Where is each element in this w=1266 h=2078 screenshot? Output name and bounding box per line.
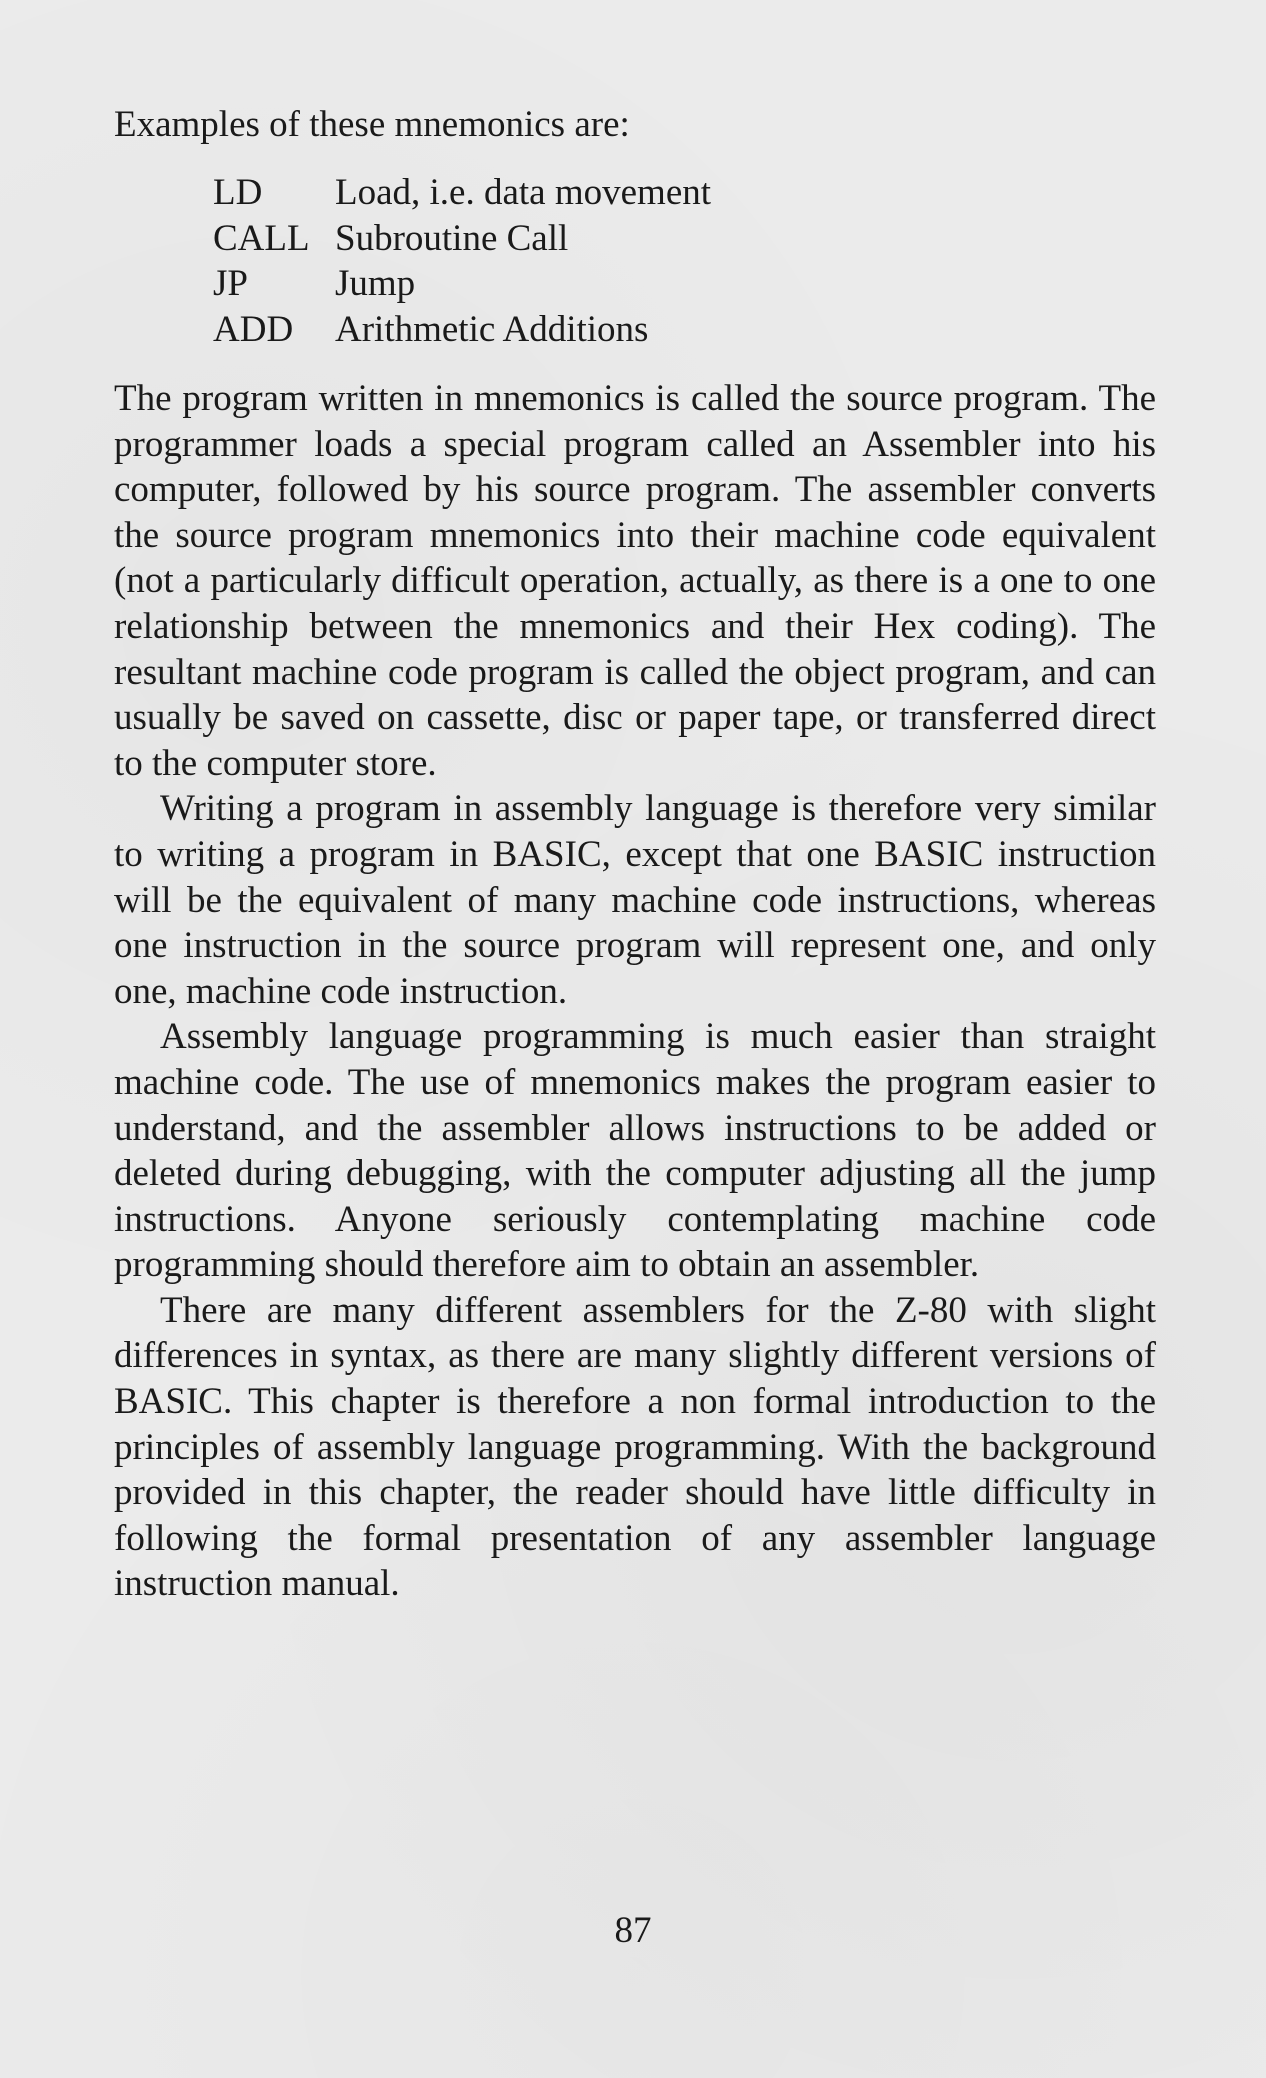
mnemonic-item [213, 307, 711, 353]
mnemonic-code: JP [213, 263, 248, 304]
mnemonic-code: CALL [213, 217, 310, 259]
mnemonic-meaning: Load, i.e. data movement [335, 172, 712, 213]
mnemonic-code: LD [213, 172, 263, 213]
body-text [114, 376, 1156, 1607]
paragraph-assembly-vs-basic: Writing a program in assembly language is therefore very similar to writing a program in BASIC, except that one BASIC instruction will be the equivalent of many machine code instructions, whereas one instruction in the source program will represent one, and only one, machine code instruction. [114, 788, 1156, 1012]
mnemonic-meaning: Subroutine Call [335, 217, 569, 259]
paragraph-assemblers-z80: There are many different assemblers for the Z-80 with slight differences in syntax, as there are many slightly different versions of BASIC. This chapter is therefore a non formal introduction to the principles of assembly language programming. With the background provided in this chapter, the reader should have little difficulty in following the formal presentation of any assembler language instruction manual. [114, 1289, 1156, 1605]
mnemonic-meaning: Jump [335, 263, 416, 304]
mnemonic-item [213, 170, 711, 216]
paragraph-source-program: The program written in mnemonics is called the source program. The programmer loads a special program called an Assembler into his computer, followed by his source program. The assembler converts the source program mnemonics into their machine code equivalent (not a particularly difficult operation, actually, as there is a one to one relationship between the mnemonics and their Hex coding). The resultant machine code program is called the object program, and can usually be saved on cassette, disc or paper tape, or transferred direct to the computer store. [114, 378, 1156, 784]
page-number: 87 [614, 1910, 652, 1951]
mnemonic-item [213, 261, 711, 307]
intro-text: Examples of these mnemonics are: [114, 104, 630, 145]
mnemonic-list [213, 170, 711, 352]
mnemonic-item [213, 216, 711, 262]
mnemonic-meaning: Arithmetic Additions [335, 308, 649, 350]
paragraph-assembly-easier: Assembly language programming is much easier than straight machine code. The use of mnemonics makes the program easier to understand, and the assembler allows instructions to be added or deleted during debugging, with the computer adjusting all the jump instructions. Anyone seriously contemplating machine code programming should therefore aim to obtain an assembler. [114, 1016, 1156, 1286]
mnemonic-code: ADD [213, 308, 294, 350]
